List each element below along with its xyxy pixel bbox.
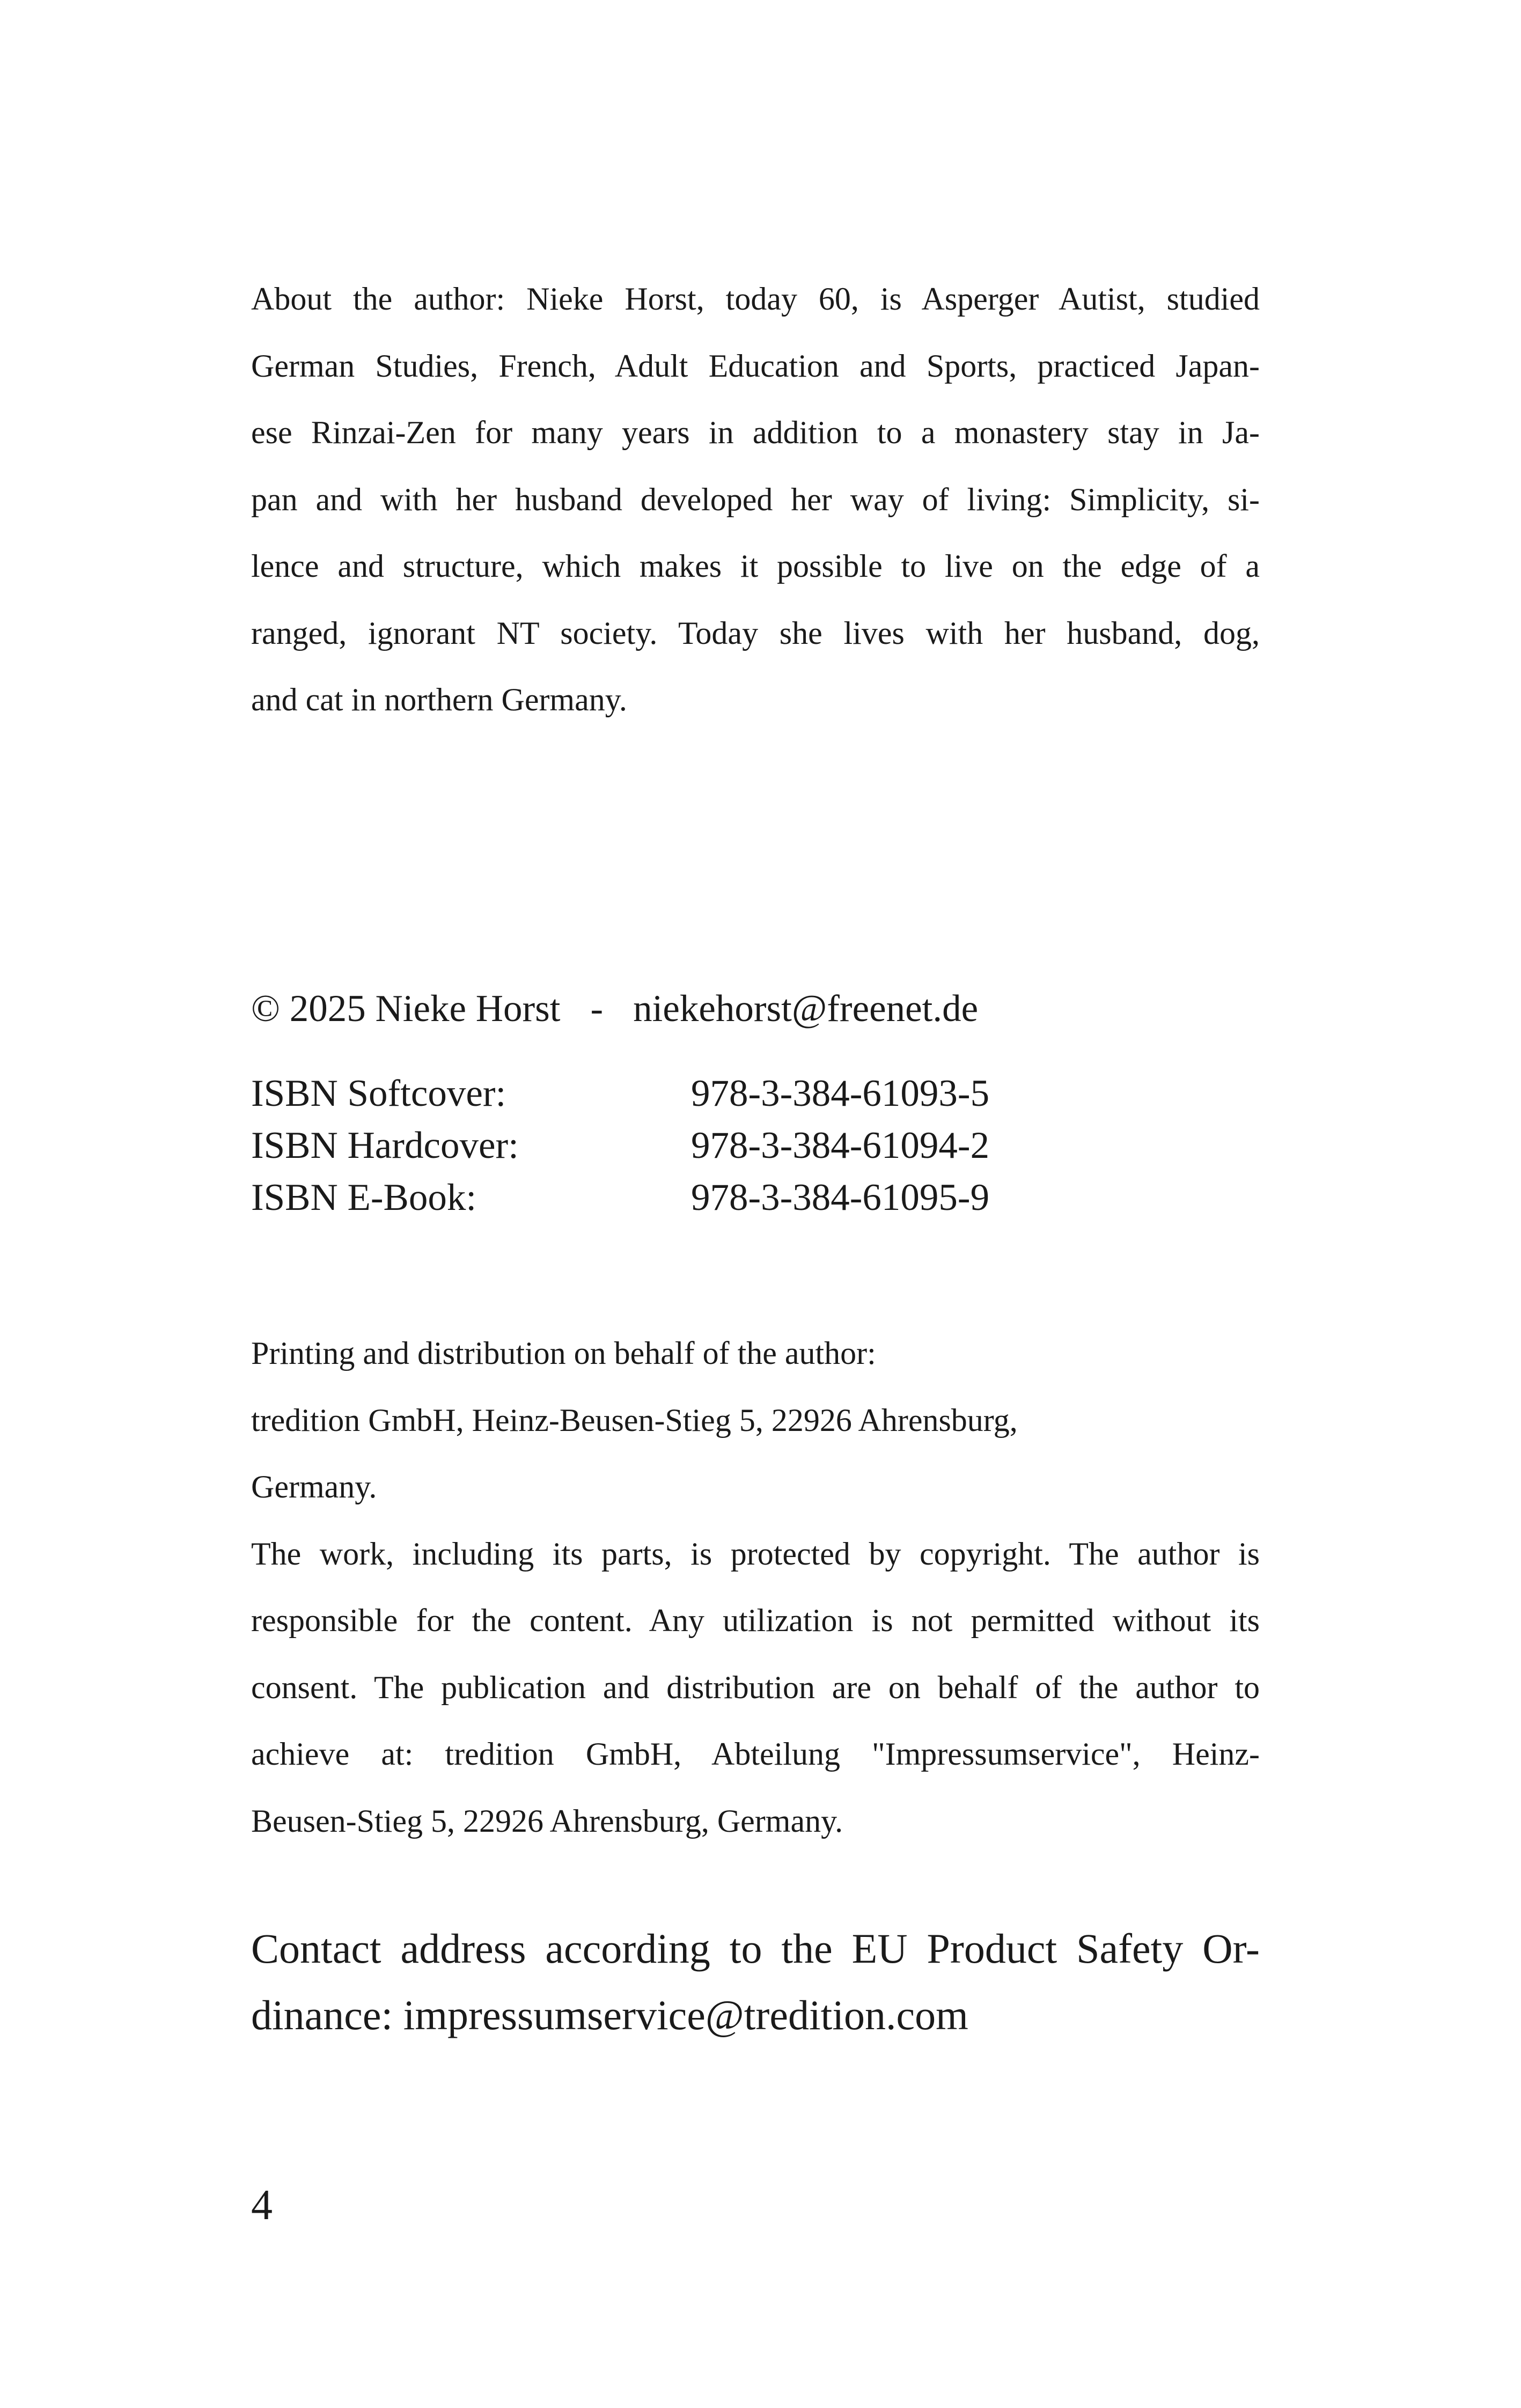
legal-line: The work, including its parts, is protected by copyright. The author is (251, 1536, 1260, 1572)
author-email: niekehorst@freenet.de (633, 988, 979, 1030)
contact-line: dinance: impressumservice@tredition.com (251, 1992, 968, 2038)
about-line: ese Rinzai-Zen for many years in addition to a monastery stay in Ja- (251, 415, 1260, 450)
legal-notice-paragraph (251, 1320, 1260, 1854)
legal-line: responsible for the content. Any utilization is not permitted without its (251, 1603, 1260, 1638)
copyright-line (251, 982, 1260, 1036)
legal-line: Beusen-Stieg 5, 22926 Ahrensburg, Germany. (251, 1803, 843, 1839)
copyright-separator: - (590, 988, 604, 1030)
about-line: pan and with her husband developed her way of living: Simplicity, si- (251, 481, 1260, 517)
isbn-table (251, 1068, 1260, 1224)
about-line: German Studies, French, Adult Education and Sports, practiced Japan- (251, 348, 1260, 384)
legal-line: consent. The publication and distribution are on behalf of the author to (251, 1669, 1260, 1705)
isbn-row-hardcover (251, 1120, 1260, 1172)
about-line: About the author: Nieke Horst, today 60, is Asperger Autist, studied (251, 281, 1260, 317)
isbn-row-softcover (251, 1068, 1260, 1120)
legal-line: achieve at: tredition GmbH, Abteilung "Impressumservice", Heinz- (251, 1736, 1260, 1772)
isbn-label: ISBN E-Book: (251, 1177, 477, 1218)
isbn-label: ISBN Softcover: (251, 1073, 506, 1114)
isbn-value: 978-3-384-61093-5 (691, 1073, 990, 1114)
isbn-value: 978-3-384-61095-9 (691, 1177, 990, 1218)
copyright-notice: © 2025 Nieke Horst (251, 988, 561, 1030)
about-author-paragraph (251, 266, 1260, 733)
legal-line: tredition GmbH, Heinz-Beusen-Stieg 5, 22926 Ahrensburg, (251, 1402, 1018, 1438)
isbn-value: 978-3-384-61094-2 (691, 1125, 990, 1166)
about-line: and cat in northern Germany. (251, 682, 627, 717)
about-line: lence and structure, which makes it possible to live on the edge of a (251, 548, 1260, 584)
legal-line: Printing and distribution on behalf of the author: (251, 1335, 876, 1371)
about-line: ranged, ignorant NT society. Today she lives with her husband, dog, (251, 615, 1260, 651)
contact-line: Contact address according to the EU Product Safety Or- (251, 1925, 1260, 1972)
isbn-row-ebook (251, 1172, 1260, 1224)
legal-line: Germany. (251, 1469, 377, 1504)
page-number: 4 (251, 2182, 273, 2229)
isbn-label: ISBN Hardcover: (251, 1125, 519, 1166)
contact-paragraph (251, 1915, 1260, 2049)
